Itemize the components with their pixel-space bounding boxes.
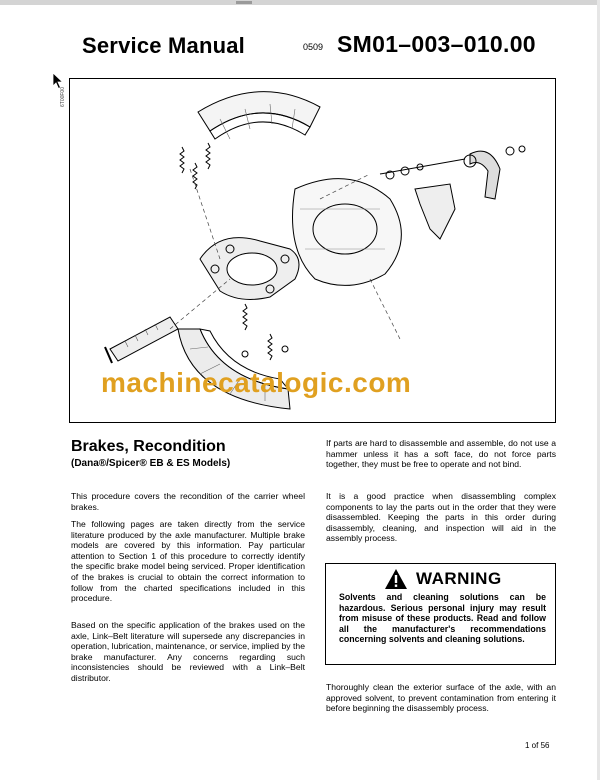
toolbar-marker: [236, 1, 252, 4]
warning-header: [384, 566, 502, 592]
figure-side-id: 6T00F00: [60, 87, 66, 108]
right-paragraph-1: If parts are hard to disassemble and assemble, do not use a hammer unless it has a soft face, do not force parts together, they must be free to operate and not bind.: [326, 438, 556, 470]
viewer-top-bar: [0, 0, 600, 5]
warning-label: WARNING: [416, 569, 502, 588]
left-paragraph-3: Based on the specific application of the brakes used on the axle, Link–Belt literature will supersede any discrepancies in operation, lubrication, maintenance, or service, implied by the brake manufacturer. Any concerns regarding such inconsistencies should be reviewed with a Link–Belt distributor.: [71, 620, 305, 683]
page-number: 1 of 56: [525, 741, 550, 750]
warning-text: Solvents and cleaning solutions can be hazardous. Serious personal injury may result from misuse of these products. Read and follow all the manufacturer's recommendations concerning solvents and cleaning solutions.: [339, 592, 546, 645]
warning-box: [325, 563, 556, 665]
right-paragraph-3: Thoroughly clean the exterior surface of the axle, with an approved solvent, to prevent contamination from entering it before beginning the disassembly process.: [326, 682, 556, 714]
manual-title: Service Manual: [82, 33, 245, 58]
section-title: Brakes, Recondition: [71, 438, 226, 455]
section-subtitle: (Dana®/Spicer® EB & ES Models): [71, 458, 231, 469]
left-paragraph-1: This procedure covers the recondition of the carrier wheel brakes.: [71, 491, 305, 512]
doc-code: SM01–003–010.00: [337, 31, 536, 57]
left-paragraph-2: The following pages are taken directly from the service literature produced by the axle manufacturer. Multiple brake models are covered by this information. Pay particular attention to Section 1 of this procedure to correctly identify the specific brake model being serviced. Proper identification of the brakes is crucial to obtain the correct information to follow from the charted specifications included in this procedure.: [71, 519, 305, 604]
warning-triangle-icon: [384, 568, 408, 590]
watermark-text: machinecatalogic.com: [101, 367, 412, 398]
right-paragraph-2: It is a good practice when disassembling complex components to lay the parts out in the order that they were disassembled. Keeping the parts in this order during disassembly, cleaning, and inspection will aid in the assembly process.: [326, 491, 556, 544]
doc-code-prefix: 0509: [303, 42, 324, 52]
